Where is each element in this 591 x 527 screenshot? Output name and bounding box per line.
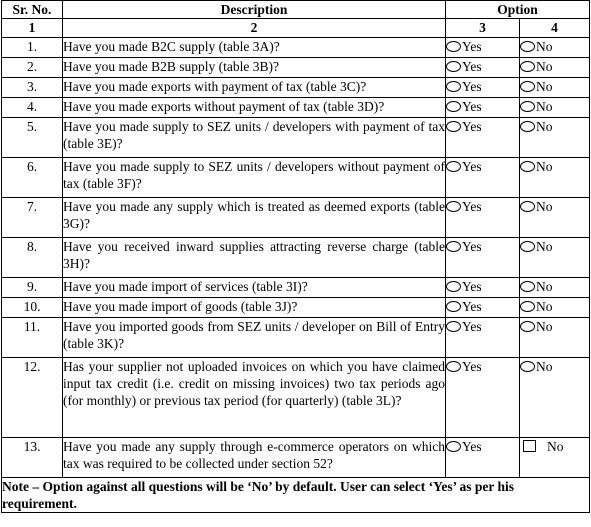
no-label: No — [536, 299, 553, 314]
yes-label: Yes — [462, 239, 482, 254]
yes-label: Yes — [462, 319, 482, 334]
question-text: Have you made any supply through e-commerce operators on which tax was required to be collected under section 52? — [63, 439, 445, 471]
radio-no-icon[interactable] — [520, 81, 535, 92]
option-yes[interactable] — [446, 118, 520, 158]
question-row — [2, 78, 590, 98]
option-no[interactable] — [520, 198, 590, 238]
serial-number: 1. — [2, 38, 63, 58]
yes-label: Yes — [462, 279, 482, 294]
option-yes[interactable] — [446, 298, 520, 318]
serial-number: 2. — [2, 58, 63, 78]
radio-no-icon[interactable] — [520, 281, 535, 292]
header-sr-no: Sr. No. — [2, 1, 63, 19]
yes-label: Yes — [462, 39, 482, 54]
question-description — [63, 278, 446, 298]
no-label: No — [536, 319, 553, 334]
yes-label: Yes — [462, 99, 482, 114]
option-yes[interactable] — [446, 278, 520, 298]
header-option: Option — [446, 1, 590, 19]
question-text: Have you made any supply which is treated as deemed exports (table 3G)? — [63, 199, 445, 231]
serial-number: 12. — [2, 358, 63, 438]
radio-no-icon[interactable] — [523, 440, 536, 452]
option-no[interactable] — [520, 78, 590, 98]
radio-yes-icon[interactable] — [446, 81, 461, 92]
question-row — [2, 298, 590, 318]
yes-label: Yes — [462, 199, 482, 214]
column-number-2: 2 — [63, 19, 446, 38]
yes-label: Yes — [462, 79, 482, 94]
question-description — [63, 118, 446, 158]
radio-yes-icon[interactable] — [446, 161, 461, 172]
serial-number: 3. — [2, 78, 63, 98]
option-no[interactable] — [520, 238, 590, 278]
serial-number: 10. — [2, 298, 63, 318]
question-text: Have you made exports with payment of tax (table 3C)? — [63, 79, 367, 94]
header-description: Description — [63, 1, 446, 19]
note-text: Note – Option against all questions will be ‘No’ by default. User can select ‘Yes’ as per his requirement. — [2, 478, 590, 513]
serial-number: 13. — [2, 438, 63, 478]
question-row — [2, 238, 590, 278]
question-description — [63, 98, 446, 118]
questionnaire-table — [1, 0, 590, 513]
no-label: No — [536, 359, 553, 374]
option-no[interactable] — [520, 38, 590, 58]
option-yes[interactable] — [446, 198, 520, 238]
no-label: No — [536, 99, 553, 114]
question-description — [63, 78, 446, 98]
radio-yes-icon[interactable] — [446, 121, 461, 132]
option-no[interactable] — [520, 58, 590, 78]
radio-no-icon[interactable] — [520, 121, 535, 132]
serial-number: 9. — [2, 278, 63, 298]
option-yes[interactable] — [446, 158, 520, 198]
option-yes[interactable] — [446, 98, 520, 118]
column-number-4: 4 — [520, 19, 590, 38]
radio-yes-icon[interactable] — [446, 101, 461, 112]
option-no[interactable] — [520, 318, 590, 358]
question-row — [2, 438, 590, 478]
question-description — [63, 438, 446, 478]
option-yes[interactable] — [446, 318, 520, 358]
serial-number: 4. — [2, 98, 63, 118]
question-text: Have you made import of goods (table 3J)? — [63, 299, 298, 314]
serial-number: 7. — [2, 198, 63, 238]
option-no[interactable] — [520, 118, 590, 158]
radio-no-icon[interactable] — [520, 201, 535, 212]
option-yes[interactable] — [446, 238, 520, 278]
radio-no-icon[interactable] — [520, 361, 535, 372]
serial-number: 11. — [2, 318, 63, 358]
question-row — [2, 38, 590, 58]
question-description — [63, 298, 446, 318]
radio-yes-icon[interactable] — [446, 301, 461, 312]
question-description — [63, 58, 446, 78]
question-row — [2, 198, 590, 238]
radio-no-icon[interactable] — [520, 161, 535, 172]
question-row — [2, 58, 590, 78]
column-number-1: 1 — [2, 19, 63, 38]
option-no[interactable] — [520, 278, 590, 298]
question-row — [2, 158, 590, 198]
question-text: Have you made import of services (table 3I)? — [63, 279, 308, 294]
yes-label: Yes — [462, 59, 482, 74]
option-yes[interactable] — [446, 438, 520, 478]
option-no[interactable] — [520, 158, 590, 198]
question-description — [63, 358, 446, 438]
column-number-3: 3 — [446, 19, 520, 38]
yes-label: Yes — [462, 159, 482, 174]
no-label: No — [536, 199, 553, 214]
option-no[interactable] — [520, 298, 590, 318]
question-description — [63, 318, 446, 358]
question-description — [63, 158, 446, 198]
radio-no-icon[interactable] — [520, 321, 535, 332]
radio-yes-icon[interactable] — [446, 321, 461, 332]
no-label: No — [536, 239, 553, 254]
radio-no-icon[interactable] — [520, 301, 535, 312]
radio-yes-icon[interactable] — [446, 441, 461, 452]
option-yes[interactable] — [446, 58, 520, 78]
question-text: Have you made exports without payment of tax (table 3D)? — [63, 99, 385, 114]
question-text: Have you made B2B supply (table 3B)? — [63, 59, 279, 74]
question-text: Has your supplier not uploaded invoices on which you have claimed input tax credit (i.e. credit on missing invoices) two tax periods ago (for monthly) or previous tax period (for quarterly) (table 3L)? — [63, 359, 445, 408]
no-label: No — [536, 79, 553, 94]
option-yes[interactable] — [446, 78, 520, 98]
no-label: No — [536, 279, 553, 294]
question-row — [2, 98, 590, 118]
radio-yes-icon[interactable] — [446, 61, 461, 72]
option-yes[interactable] — [446, 38, 520, 58]
radio-no-icon[interactable] — [520, 101, 535, 112]
radio-no-icon[interactable] — [520, 61, 535, 72]
question-text: Have you made supply to SEZ units / developers without payment of tax (table 3F)? — [63, 159, 445, 191]
radio-no-icon[interactable] — [520, 241, 535, 252]
question-row — [2, 118, 590, 158]
question-text: Have you received inward supplies attracting reverse charge (table 3H)? — [63, 239, 445, 271]
option-no[interactable] — [520, 98, 590, 118]
serial-number: 6. — [2, 158, 63, 198]
radio-yes-icon[interactable] — [446, 281, 461, 292]
no-label: No — [536, 59, 553, 74]
serial-number: 8. — [2, 238, 63, 278]
radio-yes-icon[interactable] — [446, 241, 461, 252]
question-text: Have you made B2C supply (table 3A)? — [63, 39, 280, 54]
radio-yes-icon[interactable] — [446, 361, 461, 372]
radio-no-icon[interactable] — [520, 41, 535, 52]
serial-number: 5. — [2, 118, 63, 158]
question-description — [63, 238, 446, 278]
no-label: No — [547, 439, 564, 454]
no-label: No — [536, 39, 553, 54]
option-no[interactable] — [520, 358, 590, 438]
yes-label: Yes — [462, 299, 482, 314]
question-row — [2, 278, 590, 298]
question-row — [2, 358, 590, 438]
no-label: No — [536, 159, 553, 174]
question-description — [63, 38, 446, 58]
option-yes[interactable] — [446, 358, 520, 438]
no-label: No — [536, 119, 553, 134]
yes-label: Yes — [462, 119, 482, 134]
yes-label: Yes — [462, 359, 482, 374]
question-description — [63, 198, 446, 238]
question-text: Have you made supply to SEZ units / developers with payment of tax (table 3E)? — [63, 119, 445, 151]
radio-yes-icon[interactable] — [446, 41, 461, 52]
option-no[interactable] — [520, 438, 590, 478]
question-row — [2, 318, 590, 358]
yes-label: Yes — [462, 439, 482, 454]
radio-yes-icon[interactable] — [446, 201, 461, 212]
question-text: Have you imported goods from SEZ units / developer on Bill of Entry (table 3K)? — [63, 319, 445, 351]
